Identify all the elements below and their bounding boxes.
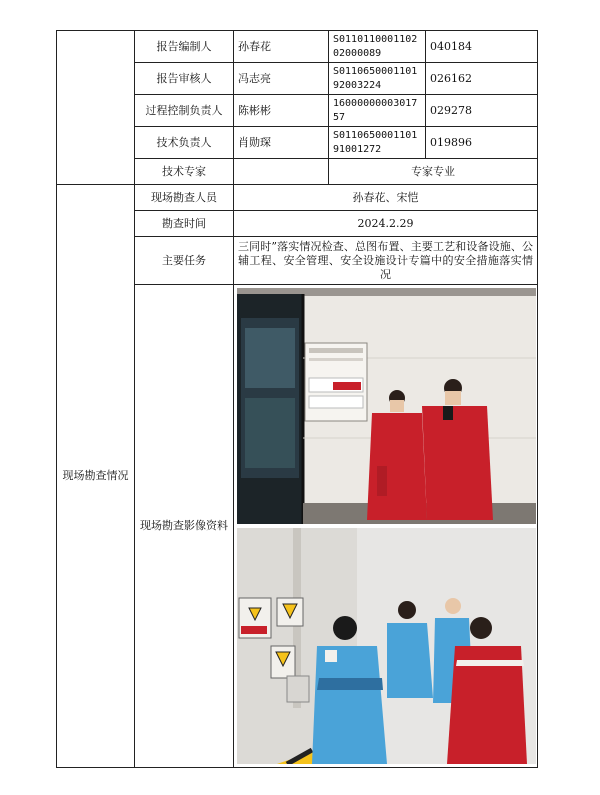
person-name: 冯志亮 bbox=[234, 63, 329, 95]
expert-name-cell bbox=[234, 159, 329, 185]
table-row bbox=[57, 31, 538, 63]
cert-number: S011065000110191001272 bbox=[329, 127, 426, 159]
photo-cell bbox=[234, 285, 538, 768]
person-name: 孙春花 bbox=[234, 31, 329, 63]
cert-number: S011065000110192003224 bbox=[329, 63, 426, 95]
task-label: 主要任务 bbox=[135, 237, 234, 285]
date-label: 勘查时间 bbox=[135, 211, 234, 237]
media-label: 现场勘查影像资料 bbox=[135, 285, 234, 768]
cert-number: S011011000110202000089 bbox=[329, 31, 426, 63]
registration-id: 029278 bbox=[426, 95, 538, 127]
site-photo-inspection bbox=[237, 528, 536, 764]
expert-field-label: 专家专业 bbox=[329, 159, 538, 185]
registration-id: 026162 bbox=[426, 63, 538, 95]
survey-section-title: 现场勘查情况 bbox=[57, 185, 135, 768]
empty-section-cell bbox=[57, 31, 135, 185]
role-label: 过程控制负责人 bbox=[135, 95, 234, 127]
report-info-table bbox=[56, 30, 538, 768]
survey-report-table-page bbox=[56, 30, 537, 767]
date-value: 2024.2.29 bbox=[234, 211, 538, 237]
registration-id: 019896 bbox=[426, 127, 538, 159]
staff-label: 现场勘查人员 bbox=[135, 185, 234, 211]
expert-label: 技术专家 bbox=[135, 159, 234, 185]
person-name: 肖勋琛 bbox=[234, 127, 329, 159]
staff-value: 孙春花、宋恺 bbox=[234, 185, 538, 211]
person-name: 陈彬彬 bbox=[234, 95, 329, 127]
registration-id: 040184 bbox=[426, 31, 538, 63]
cert-number: 1600000000301757 bbox=[329, 95, 426, 127]
table-row bbox=[57, 185, 538, 211]
site-photo-entrance bbox=[237, 288, 536, 524]
role-label: 报告编制人 bbox=[135, 31, 234, 63]
role-label: 技术负责人 bbox=[135, 127, 234, 159]
role-label: 报告审核人 bbox=[135, 63, 234, 95]
task-value: 三同时”落实情况检查、总图布置、主要工艺和设备设施、公辅工程、安全管理、安全设施设计专篇中的安全措施落实情况 bbox=[234, 237, 538, 285]
